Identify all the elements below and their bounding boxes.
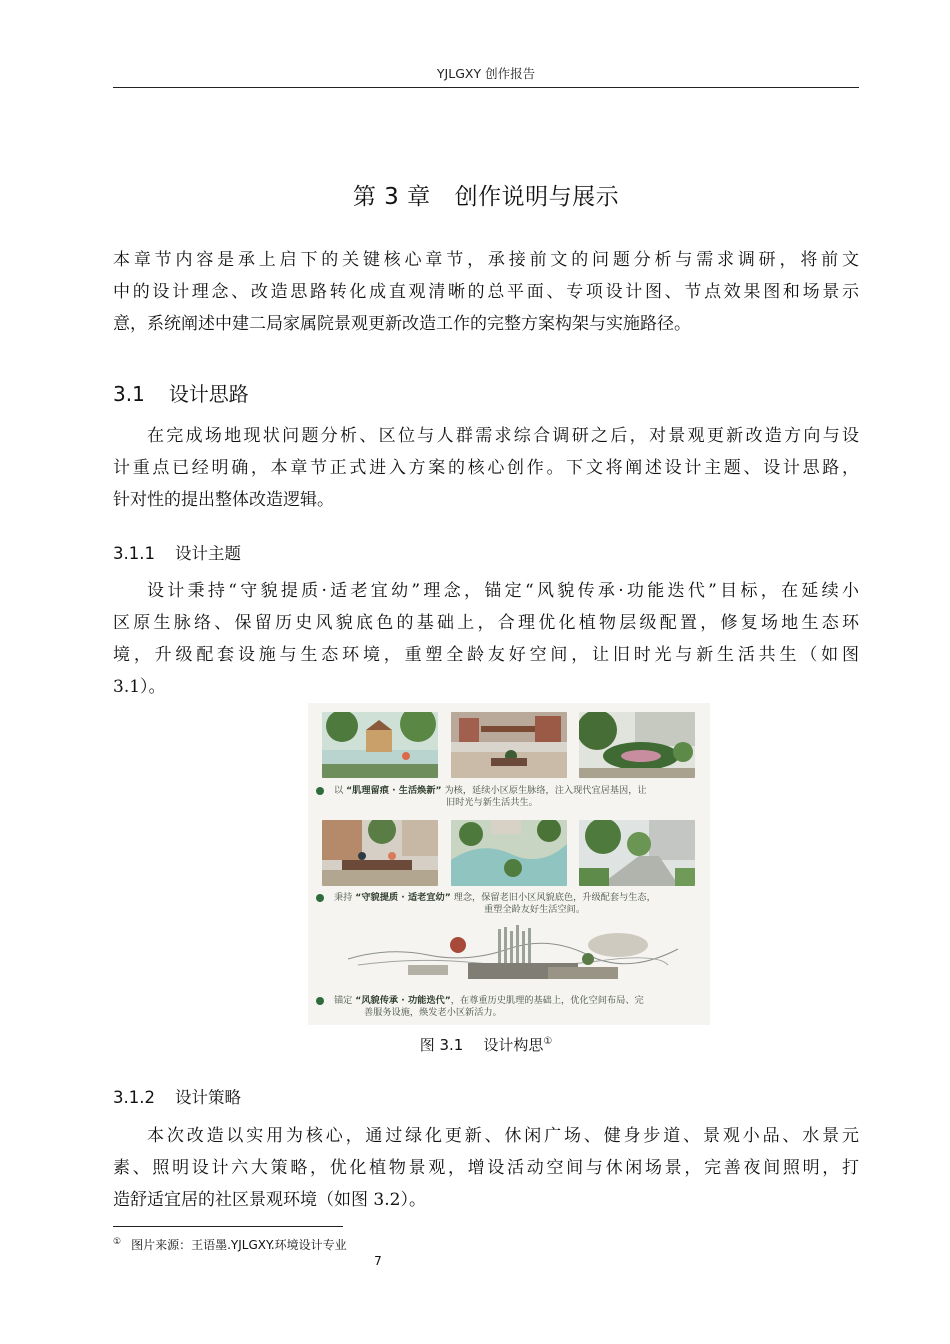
concept-sketch xyxy=(348,919,678,989)
caption-highlight: “肌理留痕 · 生活焕新” xyxy=(346,785,442,796)
footnote-reference[interactable]: ① xyxy=(543,1036,553,1047)
plaza-photo xyxy=(451,712,567,778)
fitness-trail-photo xyxy=(579,820,695,886)
figure-label: 图 3.1 xyxy=(419,1036,464,1054)
chapter-number: 第 3 章 xyxy=(352,184,431,210)
section-3-1-paragraph xyxy=(113,420,859,516)
caption-bullet xyxy=(316,787,324,795)
footnote xyxy=(113,1236,347,1253)
figure-title xyxy=(113,1034,859,1055)
paragraph-line: 针对性的提出整体改造逻辑。 xyxy=(113,490,334,510)
footnote-mark: ① xyxy=(113,1237,122,1247)
running-header: YJLGXY 创作报告 xyxy=(436,66,536,81)
subsection-3-1-1-paragraph xyxy=(113,575,859,703)
caption-highlight: “风貌传承 · 功能迭代” xyxy=(355,995,451,1006)
figure-caption-3 xyxy=(334,995,644,1019)
figure-caption-text: 设计构思 xyxy=(483,1036,544,1054)
caption-text: 为核，延续小区原生脉络，注入现代宜居基因，让 xyxy=(441,785,647,796)
paragraph-line: 意，系统阐述中建二局家属院景观更新改造工作的完整方案构架与实施路径。 xyxy=(113,314,691,334)
caption-text: 重塑全龄友好生活空间。 xyxy=(484,904,586,915)
footnote-text: 图片来源：王语墨.YJLGXY.环境设计专业 xyxy=(131,1238,347,1252)
caption-text: 以 xyxy=(334,785,347,796)
subsection-number: 3.1.1 xyxy=(113,544,155,563)
aerial-water-photo xyxy=(451,820,567,886)
paragraph-line: 设计秉持“守貌提质·适老宜幼”理念，锚定“风貌传承·功能迭代”目标，在延续小 xyxy=(147,581,859,601)
caption-text: 旧时光与新生活共生。 xyxy=(446,797,538,808)
paragraph-line: 在完成场地现状问题分析、区位与人群需求综合调研之后，对景观更新改造方向与设 xyxy=(147,426,859,446)
paragraph-line: 中的设计理念、改造思路转化成直观清晰的总平面、专项设计图、节点效果图和场景示 xyxy=(113,282,859,302)
paragraph-line: 区原生脉络、保留历史风貌底色的基础上，合理优化植物层级配置，修复场地生态环 xyxy=(113,613,859,633)
chapter-title-text: 创作说明与展示 xyxy=(454,184,620,210)
figure-caption-1 xyxy=(334,785,647,809)
caption-text: 秉持 xyxy=(334,892,356,903)
playground-photo xyxy=(322,712,438,778)
paragraph-line: 本次改造以实用为核心，通过绿化更新、休闲广场、健身步道、景观小品、水景元 xyxy=(147,1126,859,1146)
garden-path-photo xyxy=(579,712,695,778)
subsection-title: 设计策略 xyxy=(174,1088,241,1107)
caption-text: 锚定 xyxy=(334,995,356,1006)
header-rule xyxy=(113,87,859,88)
seating-area-photo xyxy=(322,820,438,886)
subsection-heading-3-1-2 xyxy=(113,1084,241,1108)
caption-text: ，在尊重历史肌理的基础上，优化空间布局、完 xyxy=(450,995,644,1006)
caption-text: 善服务设施，焕发老小区新活力。 xyxy=(364,1007,502,1018)
paragraph-line: 3.1）。 xyxy=(113,677,166,697)
subsection-title: 设计主题 xyxy=(174,544,241,563)
section-heading-3-1 xyxy=(113,378,249,407)
subsection-heading-3-1-1 xyxy=(113,540,241,564)
footnote-rule xyxy=(113,1226,343,1227)
figure-caption-2 xyxy=(334,892,656,916)
caption-bullet xyxy=(316,997,324,1005)
caption-text: 理念，保留老旧小区风貌底色，升级配套与生态， xyxy=(450,892,656,903)
intro-paragraph xyxy=(113,244,859,340)
paragraph-line: 计重点已经明确，本章节正式进入方案的核心创作。下文将阐述设计主题、设计思路， xyxy=(113,458,859,478)
chapter-title xyxy=(113,178,859,211)
subsection-3-1-2-paragraph xyxy=(113,1120,859,1216)
paragraph-line: 本章节内容是承上启下的关键核心章节，承接前文的问题分析与需求调研，将前文 xyxy=(113,250,859,270)
paragraph-line: 境，升级配套设施与生态环境，重塑全龄友好空间，让旧时光与新生活共生（如图 xyxy=(113,645,859,665)
paragraph-line: 造舒适宜居的社区景观环境（如图 3.2）。 xyxy=(113,1190,426,1210)
section-title: 设计思路 xyxy=(168,382,249,406)
section-number: 3.1 xyxy=(113,382,145,406)
page-number: 7 xyxy=(374,1254,382,1268)
paragraph-line: 素、照明设计六大策略，优化植物景观，增设活动空间与休闲场景，完善夜间照明，打 xyxy=(113,1158,859,1178)
design-concept-figure xyxy=(308,703,710,1025)
caption-bullet xyxy=(316,894,324,902)
caption-highlight: “守貌提质 · 适老宜幼” xyxy=(355,892,451,903)
subsection-number: 3.1.2 xyxy=(113,1088,155,1107)
